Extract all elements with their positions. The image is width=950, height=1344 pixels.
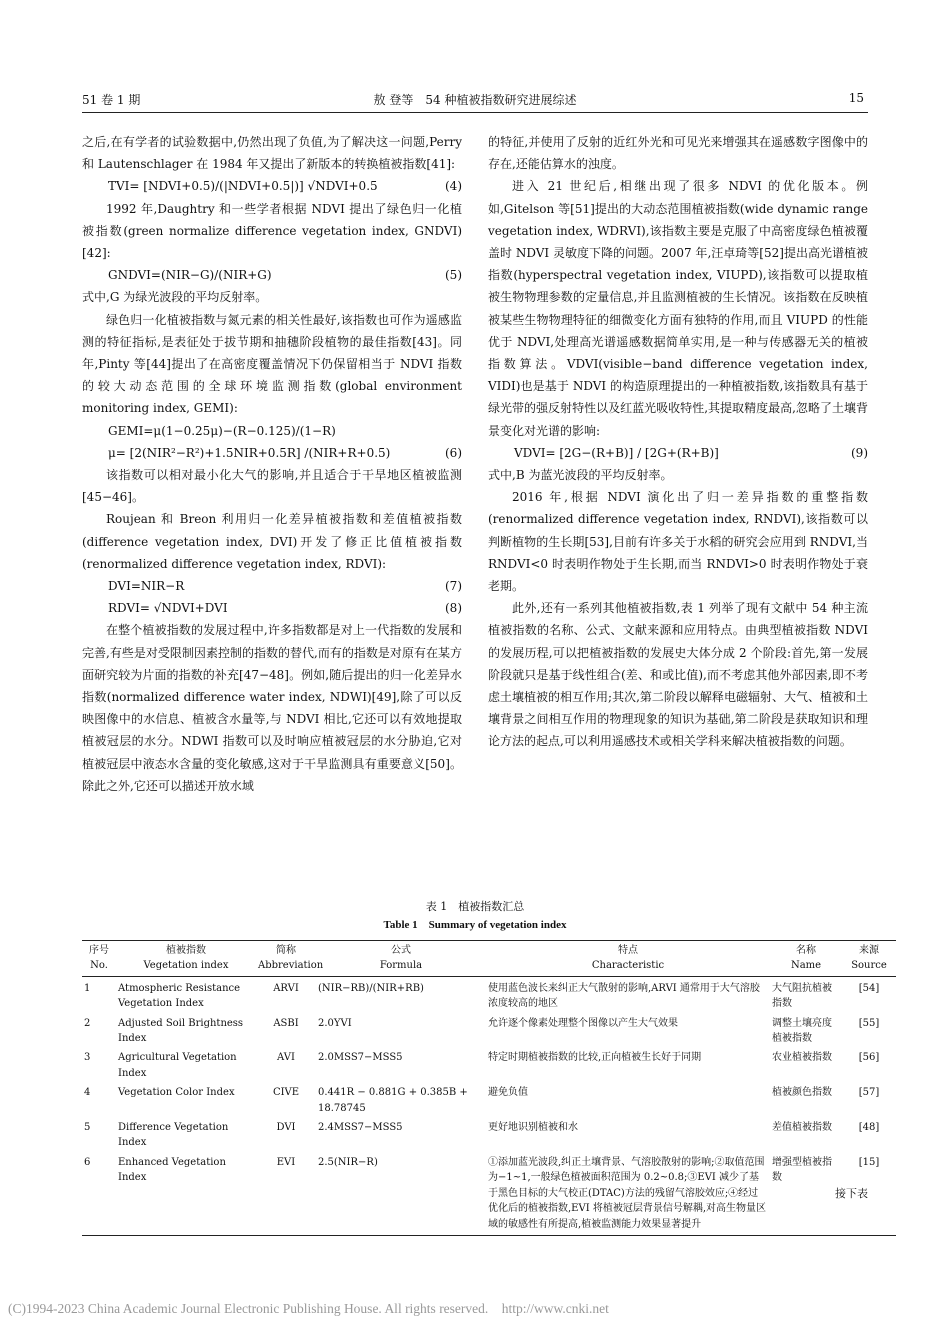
left-column <box>82 131 462 797</box>
row-number-cell: 5 <box>84 1122 91 1134</box>
chinese-name-cell: 农业植被指数 <box>772 1052 832 1064</box>
header-source: 来源 Source <box>842 941 896 977</box>
journal-volume: 51 卷 1 期 <box>82 93 141 107</box>
equation-number: (6) <box>445 445 462 460</box>
page-number: 15 <box>848 91 864 105</box>
chinese-name-cell: 植被颜色指数 <box>772 1087 832 1099</box>
table-row <box>82 976 896 1011</box>
equation <box>82 264 462 286</box>
index-name-cell: Agricultural Vegetation Index <box>118 1052 237 1079</box>
equation <box>488 442 868 464</box>
formula-cell: 2.5(NIR−R) <box>316 1151 486 1236</box>
chinese-name-cell: 增强型植被指数 <box>770 1151 842 1236</box>
abbreviation-cell: ARVI <box>273 982 299 994</box>
equation-body: VDVI= [2G−(R+B)] / [2G+(R+B)] <box>514 445 719 460</box>
source-ref-cell: [15] <box>842 1151 896 1236</box>
equation-number: (8) <box>445 601 462 616</box>
body-paragraph: 式中,G 为绿光波段的平均反射率。 <box>82 290 268 305</box>
equation <box>82 175 462 197</box>
vegetation-index-table <box>82 940 896 1236</box>
table-row <box>82 1116 896 1151</box>
equation <box>82 420 462 442</box>
source-ref-cell: [55] <box>858 1017 880 1029</box>
index-name-cell: Atmospheric Resistance Vegetation Index <box>118 982 241 1010</box>
source-ref-cell: [56] <box>858 1052 880 1064</box>
index-name-cell: Vegetation Color Index <box>118 1087 235 1099</box>
equation <box>82 442 462 464</box>
row-number-cell: 1 <box>84 982 91 994</box>
row-number-cell: 6 <box>82 1151 116 1236</box>
body-paragraph: 此外,还有一系列其他植被指数,表 1 列举了现有文献中 54 种主流植被指数的名称、公式、文献来源和应用特点。由典型植被指数 NDVI 的发展历程,可以把植被指数的发展史大体分成 2 个阶段:首先,第一发展阶段就只是基于线性组合(差、和或比值),而不考虑其他外部因素,即不考虑土壤植被的相互作用;其次,第二阶段以解释电磁辐射、大气、植被和土壤背景之间相互作用的物理现象的知识为基础,第二阶段是获取知识和理论方法的起点,可以利用遥感技术或相关学科来解决植被指数的问题。 <box>488 601 868 749</box>
equation-body: GNDVI=(NIR−G)/(NIR+G) <box>108 268 272 283</box>
table-row <box>82 1081 896 1116</box>
equation-number: (4) <box>445 179 462 194</box>
header-formula: 公式 Formula <box>316 941 486 977</box>
row-number-cell: 2 <box>84 1017 91 1029</box>
equation-number: (9) <box>851 445 868 460</box>
table-caption-cn: 表 1 植被指数汇总 <box>425 900 525 913</box>
abbreviation-cell: DVI <box>276 1122 296 1134</box>
body-paragraph: 进入 21 世纪后,相继出现了很多 NDVI 的优化版本。例如,Gitelson 等[51]提出的大动态范围植被指数(wide dynamic range vegetation index, WDRVI),该指数主要是克服了中高密度绿色植被覆盖时 NDVI 灵敏度下降的问题。2007 年,汪卓琦等[52]提出高光谱植被指数(hyperspectral vegetation index, VIUPD),该指数可以提取植被生物物理参数的定量信息,并且监测植被的生长情况。该指数在反映植被某些生物物理特征的细微变化方面有独特的作用,而且 VIUPD 的性能优于 NDVI,处理高光谱遥感数据简单实用,是一种与传感器无关的植被指数算法。VDVI(visible−band difference vegetation index, VIDI)也是基于 NDVI 的构造原理提出的一种植被指数,该指数具有基于绿光带的强反射特性以及红蓝光吸收特性,其提取精度最高,忽略了土壤背景变化对光谱的影响: <box>488 179 868 438</box>
equation <box>82 575 462 597</box>
characteristic-cell: 避免负值 <box>488 1087 528 1099</box>
equation-body: TVI= [NDVI+0.5)/(|NDVI+0.5|)] √NDVI+0.5 <box>108 179 378 194</box>
characteristic-cell: 允许逐个像素处理整个图像以产生大气效果 <box>488 1017 678 1029</box>
equation-number: (7) <box>445 579 462 594</box>
table-caption-en: Table 1 Summary of vegetation index <box>383 919 567 931</box>
body-paragraph: 绿色归一化植被指数与氮元素的相关性最好,该指数也可作为遥感监测的特征指标,是表征处于拔节期和抽穗阶段植物的最佳指数[43]。同年,Pinty 等[44]提出了在高密度覆盖情况下仍保留相当于 NDVI 指数的较大动态范围的全球环境监测指数(global environment monitoring index, GEMI): <box>82 312 462 416</box>
chinese-name-cell: 大气阻抗植被指数 <box>772 982 832 1010</box>
table-row <box>82 1012 896 1047</box>
header-characteristic: 特点 Characteristic <box>486 941 770 977</box>
table-row <box>82 1151 896 1236</box>
body-paragraph: 的特征,并使用了反射的近红外光和可见光来增强其在遥感数字图像中的存在,还能估算水的浊度。 <box>488 135 868 172</box>
header-abbreviation: 简称 Abbreviation <box>256 941 316 977</box>
equation <box>82 597 462 619</box>
equation-body: GEMI=μ(1−0.25μ)−(R−0.125)/(1−R) <box>108 423 336 438</box>
source-ref-cell: [54] <box>858 982 880 994</box>
body-paragraph: 2016 年,根据 NDVI 演化出了归一差异指数的重整指数(renormalized difference vegetation index, RNDVI),该指数可以判断植物的生长期[53],目前有许多关于水稻的研究会应用到 RNDVI,当 RNDVI<0 时表明作物处于生长期,而当 RNDVI>0 时表明作物处于衰老期。 <box>488 490 868 594</box>
body-paragraph: 式中,B 为蓝光波段的平均反射率。 <box>488 468 673 483</box>
abbreviation-cell: EVI <box>256 1151 316 1236</box>
chinese-name-cell: 调整土壤亮度植被指数 <box>772 1017 832 1045</box>
abbreviation-cell: CIVE <box>272 1087 300 1099</box>
equation-body: RDVI= √NDVI+DVI <box>108 601 228 616</box>
body-paragraph: 在整个植被指数的发展过程中,许多指数都是对上一代指数的发展和完善,有些是对受限制因素控制的指数的替代,而有的指数是对原有在某方面研究较为片面的指数的补充[47−48]。例如,随后提出的归一化差异水指数(normalized difference water index, NDWI)[49],除了可以反映图像中的水信息、植被含水量等,与 NDVI 相比,它还可以有效地提取植被冠层的水分。NDWI 指数可以及时响应植被冠层的水分胁迫,它对植被冠层中液态水含量的变化敏感,这对于干旱监测具有重要意义[50]。除此之外,它还可以描述开放水域 <box>82 623 462 793</box>
body-paragraph: 该指数可以相对最小化大气的影响,并且适合于干旱地区植被监测[45−46]。 <box>82 468 462 505</box>
body-paragraph: 之后,在有学者的试验数据中,仍然出现了负值,为了解决这一问题,Perry 和 Lautenschlager 在 1984 年又提出了新版本的转换植被指数[41]: <box>82 135 462 172</box>
characteristic-cell: ①添加蓝光波段,纠正土壤背景、气溶胶散射的影响;②取值范围为−1~1,一般绿色植被面积范围为 0.2~0.8;③EVI 减少了基于黑色目标的大气校正(DTAC)方法的残留气溶胶效应;④经过优化后的植被指数,EVI 将植被冠层背景信号解耦,对高生物量区域的敏感性有所提高,植被监测能力效果显著提升 <box>486 1151 770 1236</box>
row-number-cell: 3 <box>84 1052 91 1064</box>
right-column <box>488 131 868 753</box>
characteristic-cell: 使用蓝色波长来纠正大气散射的影响,ARVI 通常用于大气溶胶浓度较高的地区 <box>488 982 760 1010</box>
continued-note: 接下表 <box>835 1187 868 1200</box>
index-name-cell: Adjusted Soil Brightness Index <box>118 1017 244 1045</box>
index-name-cell: Enhanced Vegetation Index <box>116 1151 256 1236</box>
formula-cell: 2.4MSS7−MSS5 <box>318 1122 403 1134</box>
header-index: 植被指数 Vegetation index <box>116 941 256 977</box>
formula-cell: 2.0YVI <box>318 1017 352 1029</box>
chinese-name-cell: 差值植被指数 <box>772 1122 832 1134</box>
formula-cell: (NIR−RB)/(NIR+RB) <box>318 982 424 994</box>
abbreviation-cell: AVI <box>277 1052 295 1064</box>
formula-cell: 2.0MSS7−MSS5 <box>318 1052 403 1064</box>
source-ref-cell: [48] <box>858 1122 880 1134</box>
table-row <box>82 1046 896 1081</box>
body-paragraph: 1992 年,Daughtry 和一些学者根据 NDVI 提出了绿色归一化植被指数(green normalize difference vegetation index, GNDVI)[42]: <box>82 201 462 261</box>
equation-number: (5) <box>445 268 462 283</box>
abbreviation-cell: ASBI <box>273 1017 299 1029</box>
equation-body: μ= [2(NIR²−R²)+1.5NIR+0.5R] /(NIR+R+0.5) <box>108 445 391 460</box>
characteristic-cell: 特定时期植被指数的比较,正向植被生长好于同期 <box>488 1052 702 1064</box>
formula-cell: 0.441R − 0.881G + 0.385B + 18.78745 <box>318 1087 468 1114</box>
source-ref-cell: [57] <box>858 1087 880 1099</box>
header-no: 序号 No. <box>82 941 116 977</box>
equation-body: DVI=NIR−R <box>108 579 185 594</box>
row-number-cell: 4 <box>84 1087 91 1099</box>
copyright-footer: (C)1994-2023 China Academic Journal Electronic Publishing House. All rights reserved. http://www.cnki.net <box>8 1301 609 1316</box>
header-rule <box>82 112 868 113</box>
running-title: 敖 登等 54 种植被指数研究进展综述 <box>373 93 577 107</box>
index-name-cell: Difference Vegetation Index <box>118 1122 229 1149</box>
characteristic-cell: 更好地识别植被和水 <box>488 1122 578 1134</box>
body-paragraph: Roujean 和 Breon 利用归一化差异植被指数和差值植被指数(difference vegetation index, DVI)开发了修正比值植被指数(renormalized difference vegetation index, RDVI): <box>82 512 462 571</box>
header-name: 名称 Name <box>770 941 842 977</box>
